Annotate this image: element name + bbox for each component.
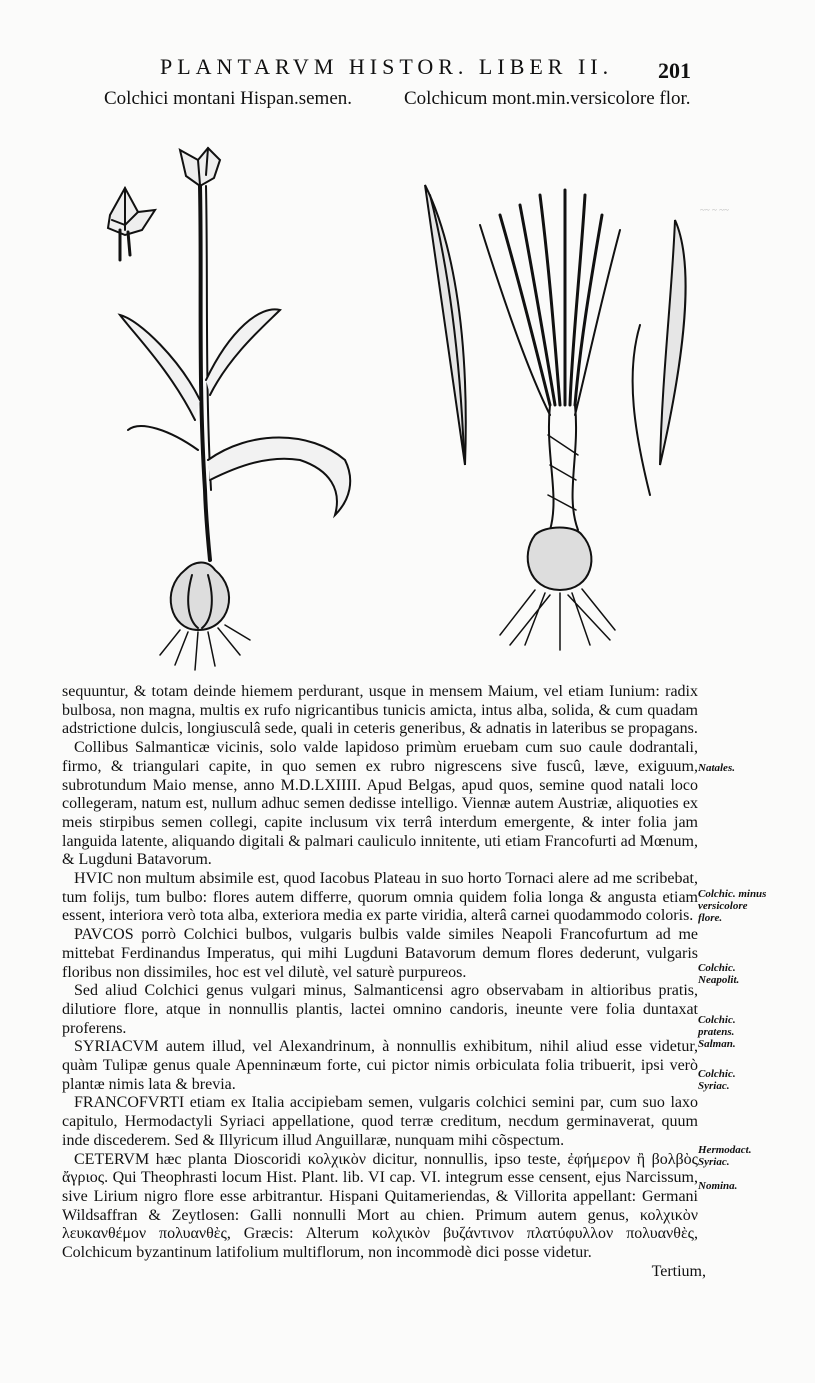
- margin-note-colchic-syriac: Colchic. Syriac.: [698, 1068, 736, 1092]
- woodcut-colchicum-seed-plant: [80, 130, 380, 675]
- caption-left: Colchici montani Hispan.semen.: [104, 88, 353, 109]
- paragraph-natales: Collibus Salmanticæ vicinis, solo valde lapidoso primùm eruebam cum suo caule dodrantali, firmo, & triangulari capite, in quo semen ex rubro nigrescens sive fuscû, læve, exiguum, subrotundum Maio mense, anno M.D.LXIIII. Apud Belgas, apud quos, semine quod natali loco collegeram, natum est, nullum adhuc semen dedisse intelligo. Viennæ autem Austriæ, aliquoties ex meis stirpibus semen collegi, capite inclusum vix terrâ interdum emergente, & inter folia jam languida latente, aliquando digitali & palmari cauliculo innitente, uti etiam Francofurti ad Mœnum, & Lugduni Batavorum.: [62, 739, 698, 869]
- margin-note-colchic-neapolit: Colchic. Neapolit.: [698, 962, 740, 986]
- paragraph-sed-aliud: Sed aliud Colchici genus vulgari minus, Salmanticensi agro observabam in altioribus pratis, dilutiore flore, atque in nonnullis plantis, lactei omnino candoris, ineunte vere folia duntaxat proferens.: [62, 982, 698, 1037]
- woodcut-colchicum-versicolor: [410, 175, 710, 655]
- caption-right: Colchicum mont.min.versicolore flor.: [404, 88, 691, 109]
- margin-note-natales: Natales.: [698, 762, 735, 774]
- page-number: 201: [658, 58, 691, 83]
- paragraph-ceterum: CETERVM hæc planta Dioscoridi κολχικὸν dicitur, nonnullis, ipso teste, ἐφήμερον ἢ βολβὸς ἄγριος. Qui Theophrasti locum Hist. Plant. lib. VI cap. VI. integrum esse censent, ejus Narcissum, sive Lirium nigro flore esse arbitrantur. Hispani Quitameriendas, & Villorita appellant: Germani Wildsaffran & Zeytlosen: Galli nonnulli Mort au chien. Primum autem genus, κολχικὸν λευκανθέμον πολυανθὲς, Græcis: Alterum κολχικὸν βυζάντινον πλατύφυλλον πολυανθὲς, Colchicum byzantinum latifolium multiflorum, non incommodè dici posse videtur.: [62, 1150, 698, 1262]
- paragraph-syriacum: SYRIACVM autem illud, vel Alexandrinum, à nonnullis exhibitum, nihil aliud esse videtur, quàm Tulipæ genus quale Apenninæum forte, cui pictor nimis orbiculata folia tribuerit, ipsi verò plantæ nimis lata & brevia.: [62, 1038, 698, 1093]
- running-head: PLANTARVM HISTOR. LIBER II.: [160, 54, 614, 79]
- catchword: Tertium,: [651, 1262, 706, 1280]
- paragraph-paucos: PAVCOS porrò Colchici bulbos, vulgaris bulbis valde similes Neapoli Francofurtum ad me mittebat Ferdinandus Imperatus, qui mihi Lugduni Batavorum demum flores dederunt, vulgaris floribus non dissimiles, hoc est vel dilutè, vel saturè purpureos.: [62, 926, 698, 981]
- margin-note-hermodact: Hermodact. Syriac.: [698, 1144, 752, 1168]
- margin-note-colchic-pratens: Colchic. pratens. Salman.: [698, 1014, 736, 1050]
- margin-note-nomina: Nomina.: [698, 1180, 738, 1192]
- margin-note-colchic-minus: Colchic. minus versicolore flore.: [698, 888, 767, 924]
- faint-bleedthrough-mark: ~~ ~ ~~: [700, 205, 729, 215]
- paragraph-radix: sequuntur, & totam deinde hiemem perdurant, usque in mensem Maium, vel etiam Iunium: radix bulbosa, non magna, multis ex rufo nigricantibus tunicis amicta, intus alba, solida, & cum quadam adstrictione dulcis, longiusculâ sede, quali in ceteris generibus, & adnatis in lateribus se propagans.: [62, 683, 698, 738]
- body-text: [62, 683, 706, 1282]
- paragraph-huic: HVIC non multum absimile est, quod Iacobus Plateau in suo horto Tornaci alere ad me scribebat, tum folijs, tum bulbo: flores autem differre, quorum omnia quidem folia longa & angusta etiam essent, interiora verò tota alba, exteriora media ex parte viridia, alterâ carnei quodammodo coloris.: [62, 870, 698, 925]
- paragraph-francofurti: FRANCOFVRTI etiam ex Italia accipiebam semen, vulgaris colchici semini par, cum suo laxo capitulo, Hermodactyli Syriaci appellatione, quod terræ creditum, necdum germinaverat, quum inde discederem. Sed & Illyricum illud Anguillaræ, nunquam mihi cõspectum.: [62, 1094, 698, 1149]
